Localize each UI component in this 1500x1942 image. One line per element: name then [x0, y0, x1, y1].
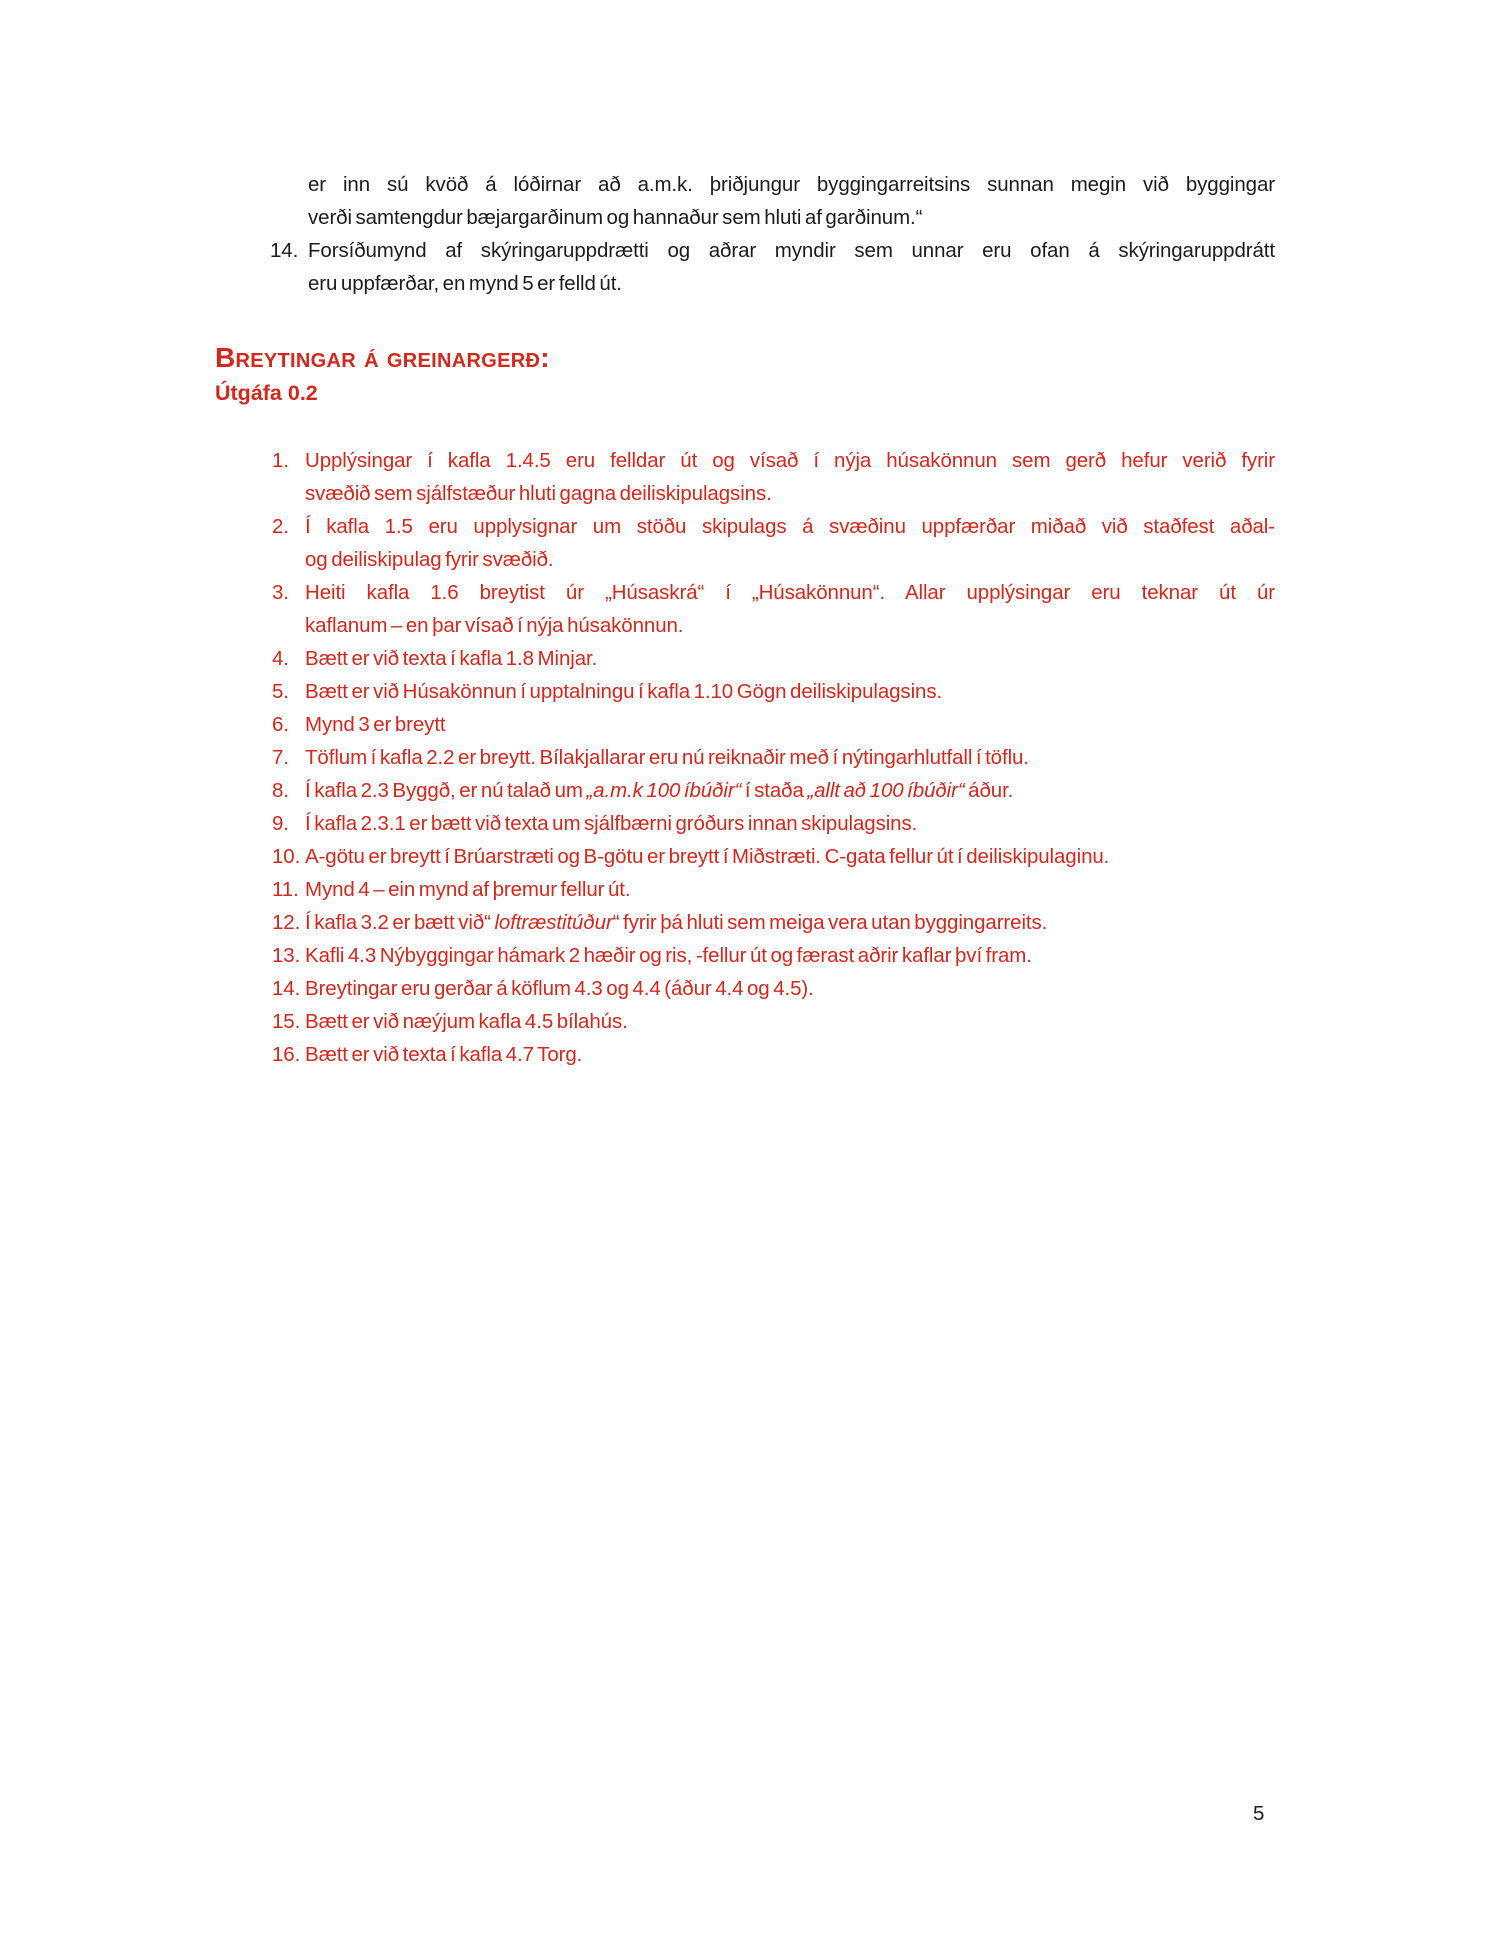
text-segment: Upplýsingar í kafla 1.4.5 eru felldar út og vísað í nýja húsakönnun sem gerð hefur verið fyrir [305, 449, 1275, 472]
item-number: 6. [272, 713, 289, 736]
list-item [272, 1038, 1275, 1071]
list-item [272, 576, 1275, 642]
text-segment: og deiliskipulag fyrir svæðið. [305, 548, 554, 571]
item-text-line [305, 576, 1275, 609]
item-number: 15. [272, 1010, 301, 1033]
item-text-line [305, 906, 1275, 939]
item-number: 16. [272, 1043, 301, 1066]
text-segment: Breytingar eru gerðar á köflum 4.3 og 4.4 (áður 4.4 og 4.5). [305, 977, 814, 1000]
list-item [272, 1005, 1275, 1038]
item-number: 3. [272, 581, 289, 604]
item-number: 1. [272, 449, 289, 472]
numbered-list-black [270, 168, 1275, 300]
list-item [272, 939, 1275, 972]
text-segment: Töflum í kafla 2.2 er breytt. Bílakjallarar eru nú reiknaðir með í nýtingarhlutfall í töflu. [305, 746, 1029, 769]
page-number: 5 [1253, 1802, 1265, 1825]
item-text-line [308, 234, 1275, 267]
item-number: 13. [272, 944, 301, 967]
text-segment: Bætt er við texta í kafla 1.8 Minjar. [305, 647, 598, 670]
item-text-line [305, 609, 1275, 642]
text-segment: Heiti kafla 1.6 breytist úr „Húsaskrá“ í „Húsakönnun“. Allar upplýsingar eru teknar út úr [305, 581, 1275, 604]
list-item [270, 168, 1275, 234]
item-text-line [305, 1005, 1275, 1038]
list-item [272, 873, 1275, 906]
text-segment: Bætt er við næýjum kafla 4.5 bílahús. [305, 1010, 628, 1033]
item-text-line [305, 444, 1275, 477]
italic-text-segment: „allt að 100 íbúðir“ [807, 779, 965, 802]
item-text-line [305, 543, 1275, 576]
list-item [272, 642, 1275, 675]
text-segment: í staða [741, 779, 808, 802]
text-segment: “ fyrir þá hluti sem meiga vera utan byggingarreits. [612, 911, 1048, 934]
text-segment: Í kafla 2.3.1 er bætt við texta um sjálfbærni gróðurs innan skipulagsins. [305, 812, 918, 835]
item-number: 14. [272, 977, 301, 1000]
item-text-line [305, 840, 1275, 873]
list-item [270, 234, 1275, 300]
list-item [272, 840, 1275, 873]
text-segment: áður. [964, 779, 1014, 802]
item-number: 12. [272, 911, 301, 934]
item-number: 9. [272, 812, 289, 835]
text-segment: Mynd 3 er breytt [305, 713, 446, 736]
text-segment: Bætt er við texta í kafla 4.7 Torg. [305, 1043, 583, 1066]
text-segment: Í kafla 3.2 er bætt við“ [305, 911, 495, 934]
item-text-line [305, 939, 1275, 972]
item-text-line [305, 675, 1275, 708]
list-item [272, 774, 1275, 807]
item-number: 8. [272, 779, 289, 802]
list-item [272, 675, 1275, 708]
text-segment: Mynd 4 – ein mynd af þremur fellur út. [305, 878, 631, 901]
item-text-line [305, 807, 1275, 840]
list-item [272, 972, 1275, 1005]
item-text-line [305, 972, 1275, 1005]
item-text-line [308, 201, 1275, 234]
item-text-line [308, 168, 1275, 201]
list-item [272, 906, 1275, 939]
text-segment: Forsíðumynd af skýringaruppdrætti og aðrar myndir sem unnar eru ofan á skýringaruppdrátt [308, 239, 1275, 262]
item-text-line [305, 510, 1275, 543]
text-segment: er inn sú kvöð á lóðirnar að a.m.k. þriðjungur byggingarreitsins sunnan megin við byggingar [308, 173, 1275, 196]
item-text-line [305, 774, 1275, 807]
list-item [272, 741, 1275, 774]
item-text-line [305, 873, 1275, 906]
text-segment: Kafli 4.3 Nýbyggingar hámark 2 hæðir og ris, -fellur út og færast aðrir kaflar því fram. [305, 944, 1032, 967]
item-number: 4. [272, 647, 289, 670]
item-number: 2. [272, 515, 289, 538]
text-segment: Bætt er við Húsakönnun í upptalningu í kafla 1.10 Gögn deiliskipulagsins. [305, 680, 943, 703]
item-text-line [305, 477, 1275, 510]
text-segment: eru uppfærðar, en mynd 5 er felld út. [308, 272, 622, 295]
item-text-line [308, 267, 1275, 300]
item-text-line [305, 741, 1275, 774]
list-item [272, 708, 1275, 741]
list-item [272, 444, 1275, 510]
item-number: 5. [272, 680, 289, 703]
change-list-red [272, 444, 1275, 1071]
list-item [272, 807, 1275, 840]
item-number: 11. [272, 878, 299, 901]
text-segment: svæðið sem sjálfstæður hluti gagna deiliskipulagsins. [305, 482, 772, 505]
version-label: Útgáfa 0.2 [215, 381, 318, 405]
text-segment: verði samtengdur bæjargarðinum og hannaður sem hluti af garðinum.“ [308, 206, 923, 229]
item-text-line [305, 708, 1275, 741]
section-heading: Breytingar á greinargerð: [215, 342, 550, 373]
item-number: 7. [272, 746, 289, 769]
item-number: 10. [272, 845, 301, 868]
item-text-line [305, 642, 1275, 675]
italic-text-segment: „a.m.k 100 íbúðir“ [586, 779, 742, 802]
text-segment: kaflanum – en þar vísað í nýja húsakönnun. [305, 614, 684, 637]
item-number: 14. [270, 239, 299, 262]
text-segment: Í kafla 2.3 Byggð, er nú talað um [305, 779, 587, 802]
item-text-line [305, 1038, 1275, 1071]
text-segment: Í kafla 1.5 eru upplysignar um stöðu skipulags á svæðinu uppfærðar miðað við staðfest aðal- [305, 515, 1275, 538]
text-segment: A-götu er breytt í Brúarstræti og B-götu er breytt í Miðstræti. C-gata fellur út í deiliskipulaginu. [305, 845, 1110, 868]
list-item [272, 510, 1275, 576]
italic-text-segment: loftræstitúður [494, 911, 613, 934]
